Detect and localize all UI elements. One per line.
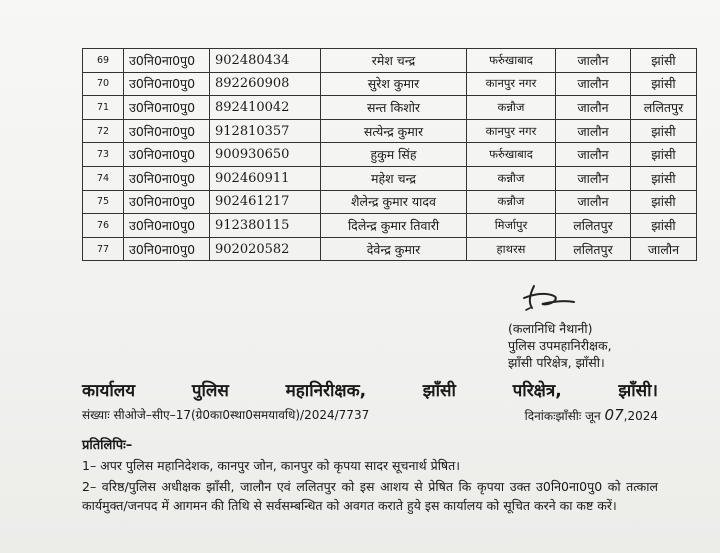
from-district-cell: फर्रुखाबाद — [467, 49, 556, 73]
from-district-cell: मिर्जापुर — [467, 214, 556, 238]
name-cell: शैलेन्द्र कुमार यादव — [321, 190, 467, 214]
pno-cell: 912810357 — [210, 119, 321, 143]
name-cell: महेश चन्द्र — [321, 166, 467, 190]
from-district-cell: कानपुर नगर — [467, 119, 556, 143]
table-row — [83, 166, 697, 190]
office-heading — [82, 378, 658, 401]
signatory-designation: पुलिस उपमहानिरीक्षक, — [508, 338, 612, 353]
table-row — [83, 237, 697, 261]
current-district-cell: जालौन — [556, 190, 631, 214]
signatory-name: (कलानिधि नैथानी) — [508, 321, 593, 336]
current-district-cell: जालौन — [556, 72, 631, 96]
serial-number: 75 — [83, 190, 124, 214]
transfer-table — [82, 48, 697, 261]
serial-number: 76 — [83, 214, 124, 238]
reference-number: संख्याः सीओजे–सीए–17(ग्रे0का0स्था0समयावधि)/2024/7737 — [82, 408, 370, 422]
name-cell: देवेन्द्र कुमार — [321, 237, 467, 261]
table-row — [83, 72, 697, 96]
destination-cell: झांसी — [631, 72, 697, 96]
from-district-cell: कन्नौज — [467, 190, 556, 214]
pno-cell: 900930650 — [210, 143, 321, 167]
table-row — [83, 214, 697, 238]
current-district-cell: ललितपुर — [556, 214, 631, 238]
from-district-cell: हाथरस — [467, 237, 556, 261]
date-day: 07 — [604, 406, 624, 424]
name-cell: सत्येन्द्र कुमार — [321, 119, 467, 143]
pno-cell: 892260908 — [210, 72, 321, 96]
table-row — [83, 96, 697, 120]
office-heading-word: झाँसी। — [618, 381, 658, 401]
reference-line — [82, 406, 658, 423]
name-cell: दिलेन्द्र कुमार तिवारी — [321, 214, 467, 238]
office-heading-word: परिक्षेत्र, — [512, 381, 562, 401]
rank-cell: उ0नि0ना0पु0 — [124, 166, 210, 190]
copy-line-1: 1– अपर पुलिस महानिदेशक, कानपुर जोन, कानपुर को कृपया सादर सूचनार्थ प्रेषित। — [82, 458, 461, 473]
serial-number: 72 — [83, 119, 124, 143]
pno-cell: 912380115 — [210, 214, 321, 238]
signatory-office: झाँसी परिक्षेत्र, झाँसी। — [508, 355, 605, 370]
destination-cell: जालौन — [631, 237, 697, 261]
date-year: ,2024 — [623, 409, 658, 423]
current-district-cell: जालौन — [556, 96, 631, 120]
from-district-cell: कन्नौज — [467, 166, 556, 190]
table-row — [83, 119, 697, 143]
serial-number: 74 — [83, 166, 124, 190]
table-row — [83, 143, 697, 167]
serial-number: 77 — [83, 237, 124, 261]
destination-cell: झांसी — [631, 214, 697, 238]
transfer-table-body — [83, 49, 697, 261]
name-cell: रमेश चन्द्र — [321, 49, 467, 73]
signature-icon — [520, 282, 580, 318]
pno-cell: 892410042 — [210, 96, 321, 120]
table-row — [83, 49, 697, 73]
rank-cell: उ0नि0ना0पु0 — [124, 72, 210, 96]
current-district-cell: जालौन — [556, 119, 631, 143]
current-district-cell: जालौन — [556, 49, 631, 73]
serial-number: 71 — [83, 96, 124, 120]
name-cell: सन्त किशोर — [321, 96, 467, 120]
rank-cell: उ0नि0ना0पु0 — [124, 143, 210, 167]
serial-number: 69 — [83, 49, 124, 73]
destination-cell: झांसी — [631, 143, 697, 167]
date-label: दिनांकःझाँसीः जून — [524, 409, 601, 423]
current-district-cell: ललितपुर — [556, 237, 631, 261]
current-district-cell: जालौन — [556, 166, 631, 190]
name-cell: सुरेश कुमार — [321, 72, 467, 96]
rank-cell: उ0नि0ना0पु0 — [124, 96, 210, 120]
office-heading-word: झाँसी — [422, 381, 456, 401]
serial-number: 73 — [83, 143, 124, 167]
reference-date — [525, 406, 658, 424]
copy-heading: प्रतिलिपिः– — [82, 438, 133, 453]
rank-cell: उ0नि0ना0पु0 — [124, 190, 210, 214]
destination-cell: झांसी — [631, 190, 697, 214]
office-heading-word: कार्यालय — [82, 381, 136, 401]
pno-cell: 902020582 — [210, 237, 321, 261]
pno-cell: 902460911 — [210, 166, 321, 190]
office-heading-word: पुलिस — [191, 381, 229, 401]
pno-cell: 902480434 — [210, 49, 321, 73]
rank-cell: उ0नि0ना0पु0 — [124, 237, 210, 261]
destination-cell: ललितपुर — [631, 96, 697, 120]
destination-cell: झांसी — [631, 49, 697, 73]
copy-line-2: 2– वरिष्ठ/पुलिस अधीक्षक झाँसी, जालौन एवं ललितपुर को इस आशय से प्रेषित कि कृपया उक्त उ0नि0ना0पु0 को तत्काल कार्यमुक्त/जनपद में आगमन की तिथि से सर्वसम्बन्धित को अवगत कराते हुये इस कार्यालय को सूचित करने का कष्ट करें। — [82, 479, 658, 513]
table-row — [83, 190, 697, 214]
destination-cell: झांसी — [631, 119, 697, 143]
current-district-cell: जालौन — [556, 143, 631, 167]
from-district-cell: कन्नौज — [467, 96, 556, 120]
copy-body — [82, 456, 658, 517]
signatory-block — [508, 320, 612, 371]
pno-cell: 902461217 — [210, 190, 321, 214]
rank-cell: उ0नि0ना0पु0 — [124, 49, 210, 73]
name-cell: हुकुम सिंह — [321, 143, 467, 167]
office-heading-word: महानिरीक्षक, — [285, 381, 367, 401]
rank-cell: उ0नि0ना0पु0 — [124, 119, 210, 143]
rank-cell: उ0नि0ना0पु0 — [124, 214, 210, 238]
from-district-cell: कानपुर नगर — [467, 72, 556, 96]
serial-number: 70 — [83, 72, 124, 96]
destination-cell: झांसी — [631, 166, 697, 190]
from-district-cell: फर्रुखाबाद — [467, 143, 556, 167]
